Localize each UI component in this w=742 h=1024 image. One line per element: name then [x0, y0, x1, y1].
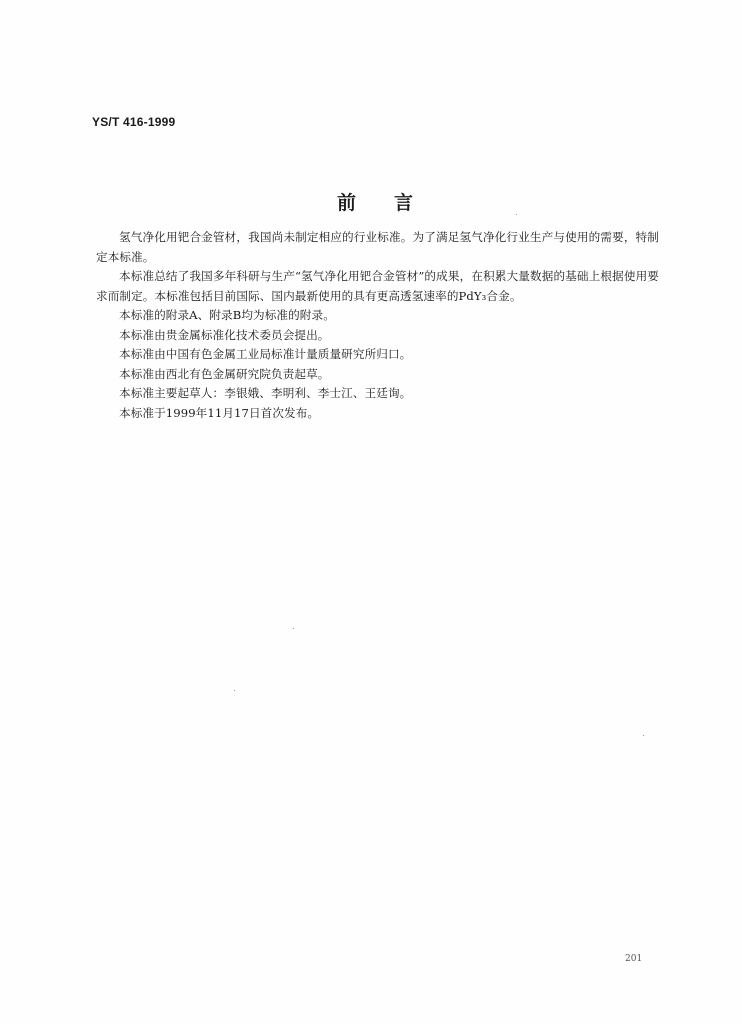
scan-speck — [234, 690, 235, 691]
paragraph: 氢气净化用钯合金管材，我国尚未制定相应的行业标准。为了满足氢气净化行业生产与使用的需要，特制定本标准。 — [96, 230, 659, 264]
scan-speck — [293, 628, 294, 629]
paragraph: 本标准的附录A、附录B均为标准的附录。 — [119, 308, 335, 322]
paragraph: 本标准由贵金属标准化技术委员会提出。 — [119, 327, 330, 342]
page-number: 201 — [625, 954, 643, 964]
paragraph: 本标准由西北有色金属研究院负责起草。 — [119, 366, 330, 381]
standard-code: YS/T 416-1999 — [92, 115, 176, 129]
paragraph: 本标准由中国有色金属工业局标准计量质量研究所归口。 — [119, 347, 412, 361]
paragraph: 本标准总结了我国多年科研与生产“氢气净化用钯合金管材”的成果，在积累大量数据的基础上根据使用要求而制定。本标准包括目前国际、国内最新使用的具有更高透氢速率的PdY₃合金。 — [96, 269, 659, 303]
paragraph: 本标准主要起草人：李银娥、李明利、李士江、王廷询。 — [119, 386, 412, 400]
foreword-body — [96, 228, 659, 423]
paragraph: 本标准于1999年11月17日首次发布。 — [119, 405, 320, 420]
scan-speck — [516, 214, 517, 215]
scan-speck — [643, 735, 644, 736]
page-title: 前言 — [336, 192, 451, 214]
